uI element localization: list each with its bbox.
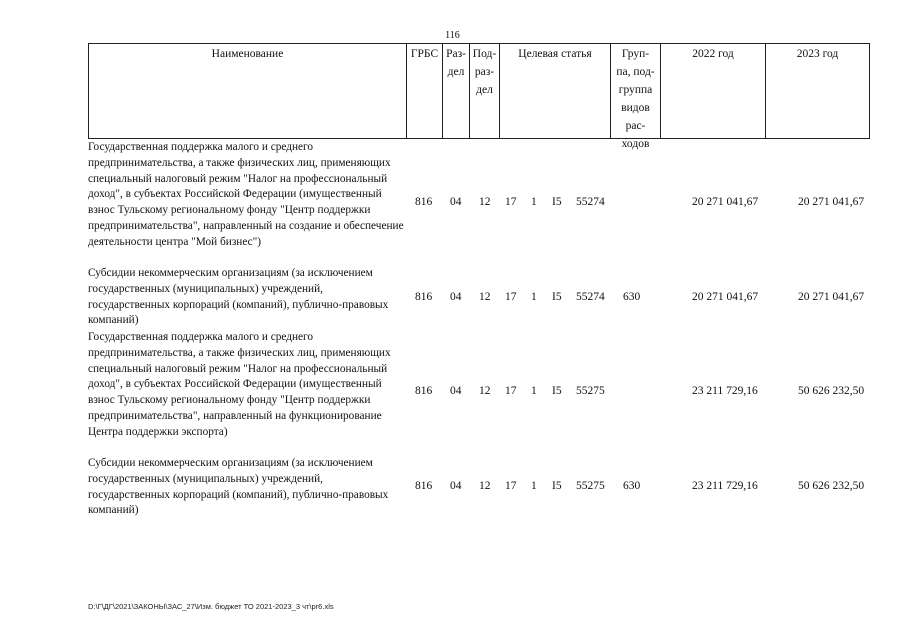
header-grbs: ГРБС [406, 43, 442, 139]
row-amount-2022: 20 271 041,67 [692, 196, 759, 208]
row-grbs: 816 [415, 385, 433, 397]
row-amount-2023: 20 271 041,67 [798, 291, 865, 303]
row-amount-2022: 23 211 729,16 [692, 480, 758, 492]
row-amount-2022: 23 211 729,16 [692, 385, 758, 397]
row-grbs: 816 [415, 196, 433, 208]
row-target-project: I5 [552, 480, 562, 492]
row-target-direction: 55275 [576, 385, 605, 397]
row-amount-2023: 50 626 232,50 [798, 385, 865, 397]
row-target-subprogram: 1 [531, 291, 537, 303]
table-row [88, 456, 905, 520]
row-target-project: I5 [552, 196, 562, 208]
row-podrazdel: 12 [479, 291, 491, 303]
file-path-footer: D:\Г\ДГ\2021\ЗАКОНЫ\ЗАС_27\Изм. бюджет ТО 2021-2023_3 чт\pr6.xls [88, 602, 334, 611]
row-target-project: I5 [552, 385, 562, 397]
row-name: Субсидии некоммерческим организациям (за исключением государственных (муниципальных) учреждений, государственных корпораций (компаний), публично-правовых компаний) [88, 457, 389, 517]
row-target-program: 17 [505, 385, 517, 397]
row-target-program: 17 [505, 196, 517, 208]
row-podrazdel: 12 [479, 385, 491, 397]
row-target-project: I5 [552, 291, 562, 303]
row-podrazdel: 12 [479, 196, 491, 208]
row-name: Субсидии некоммерческим организациям (за исключением государственных (муниципальных) учреждений, государственных корпораций (компаний), публично-правовых компаний) [88, 267, 389, 327]
row-amount-2023: 20 271 041,67 [798, 196, 865, 208]
header-razdel: Раз- дел [442, 43, 469, 139]
row-grbs: 816 [415, 291, 433, 303]
row-razdel: 04 [450, 385, 462, 397]
row-name: Государственная поддержка малого и среднего предпринимательства, а также физических лиц, применяющих специальный налоговый режим "Налог на профессиональный доход", в субъектах Российской Федерации (имущественный взнос Тульскому региональному фонду "Центр поддержки предпринимательства", направленный на функционирование Центра поддержки экспорта) [88, 331, 391, 438]
header-name: Наименование [88, 43, 406, 139]
row-amount-2022: 20 271 041,67 [692, 291, 759, 303]
row-target-subprogram: 1 [531, 385, 537, 397]
row-grbs: 816 [415, 480, 433, 492]
row-target-direction: 55275 [576, 480, 605, 492]
row-target-subprogram: 1 [531, 196, 537, 208]
row-podrazdel: 12 [479, 480, 491, 492]
header-year-2023: 2023 год [765, 43, 870, 139]
header-expense-group: Груп- па, под- группа видов рас- ходов [610, 43, 660, 139]
row-target-direction: 55274 [576, 196, 605, 208]
row-razdel: 04 [450, 480, 462, 492]
row-target-program: 17 [505, 291, 517, 303]
header-podrazdel: Под- раз- дел [469, 43, 499, 139]
row-razdel: 04 [450, 291, 462, 303]
page-number: 116 [445, 30, 460, 41]
table-row [88, 330, 905, 456]
table-row [88, 266, 905, 330]
row-name: Государственная поддержка малого и среднего предпринимательства, а также физических лиц, применяющих специальный налоговый режим "Налог на профессиональный доход", в субъектах Российской Федерации (имущественный взнос Тульскому региональному фонду "Центр поддержки предпринимательства", направленный на создание и обеспечение деятельности центра "Мой бизнес") [88, 141, 404, 248]
header-target-article: Целевая статья [499, 43, 610, 139]
row-expense-group: 630 [623, 480, 641, 492]
row-amount-2023: 50 626 232,50 [798, 480, 865, 492]
table-row [88, 140, 905, 266]
row-target-subprogram: 1 [531, 480, 537, 492]
row-razdel: 04 [450, 196, 462, 208]
header-year-2022: 2022 год [660, 43, 765, 139]
row-target-program: 17 [505, 480, 517, 492]
row-expense-group: 630 [623, 291, 641, 303]
row-target-direction: 55274 [576, 291, 605, 303]
